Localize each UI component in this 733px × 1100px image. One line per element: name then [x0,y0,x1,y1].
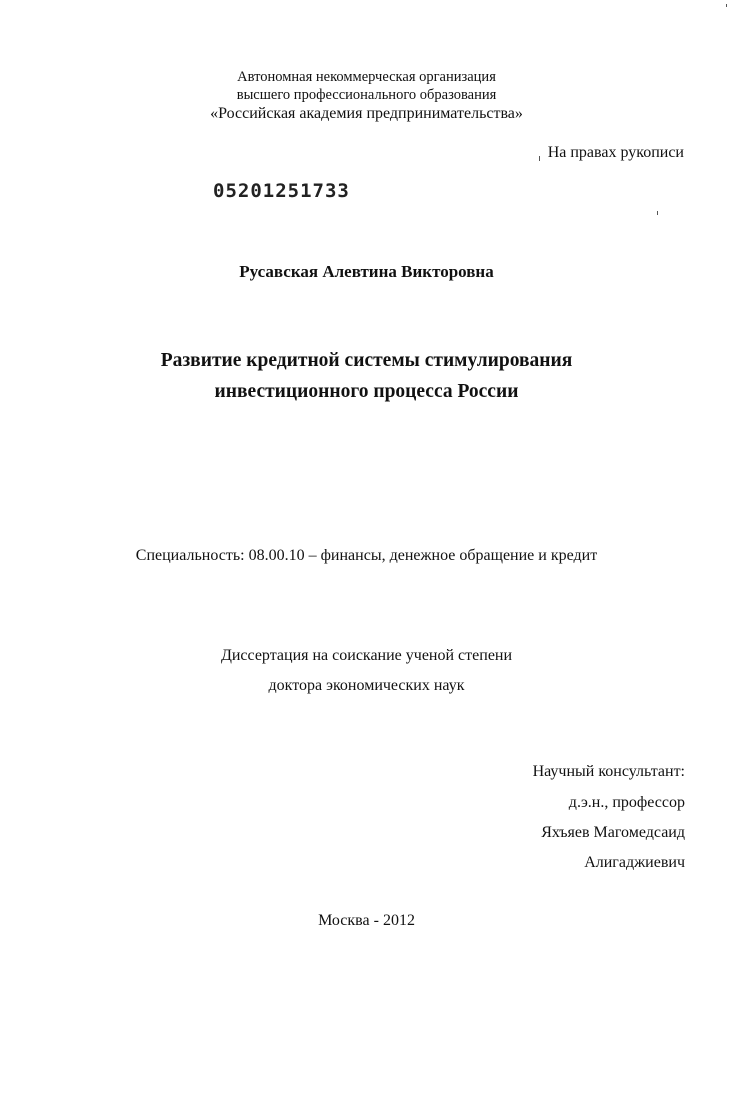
advisor-label: Научный консультант: [532,763,685,780]
scan-speck [726,4,727,7]
manuscript-note: На правах рукописи [547,144,684,161]
stamp-number: 05201251733 [213,180,350,202]
title-line-2: инвестиционного процесса России [214,381,519,402]
author-name: Русавская Алевтина Викторовна [239,262,494,281]
degree-line-2: доктора экономических наук [268,677,465,694]
org-line-1: Автономная некоммерческая организация [237,69,496,85]
org-line-3: «Российская академия предпринимательства» [210,105,523,122]
specialty: Специальность: 08.00.10 – финансы, денежное обращение и кредит [135,547,598,564]
place-year: Москва - 2012 [318,912,415,929]
scan-speck [657,211,658,215]
degree-line-1: Диссертация на соискание ученой степени [220,647,513,664]
scan-speck [539,156,540,161]
advisor-name-2: Алигаджиевич [584,854,685,871]
advisor-rank: д.э.н., профессор [568,794,685,811]
title-line-1: Развитие кредитной системы стимулирования [160,350,573,371]
org-line-2: высшего профессионального образования [236,87,497,103]
advisor-name-1: Яхъяев Магомедсаид [541,824,685,841]
